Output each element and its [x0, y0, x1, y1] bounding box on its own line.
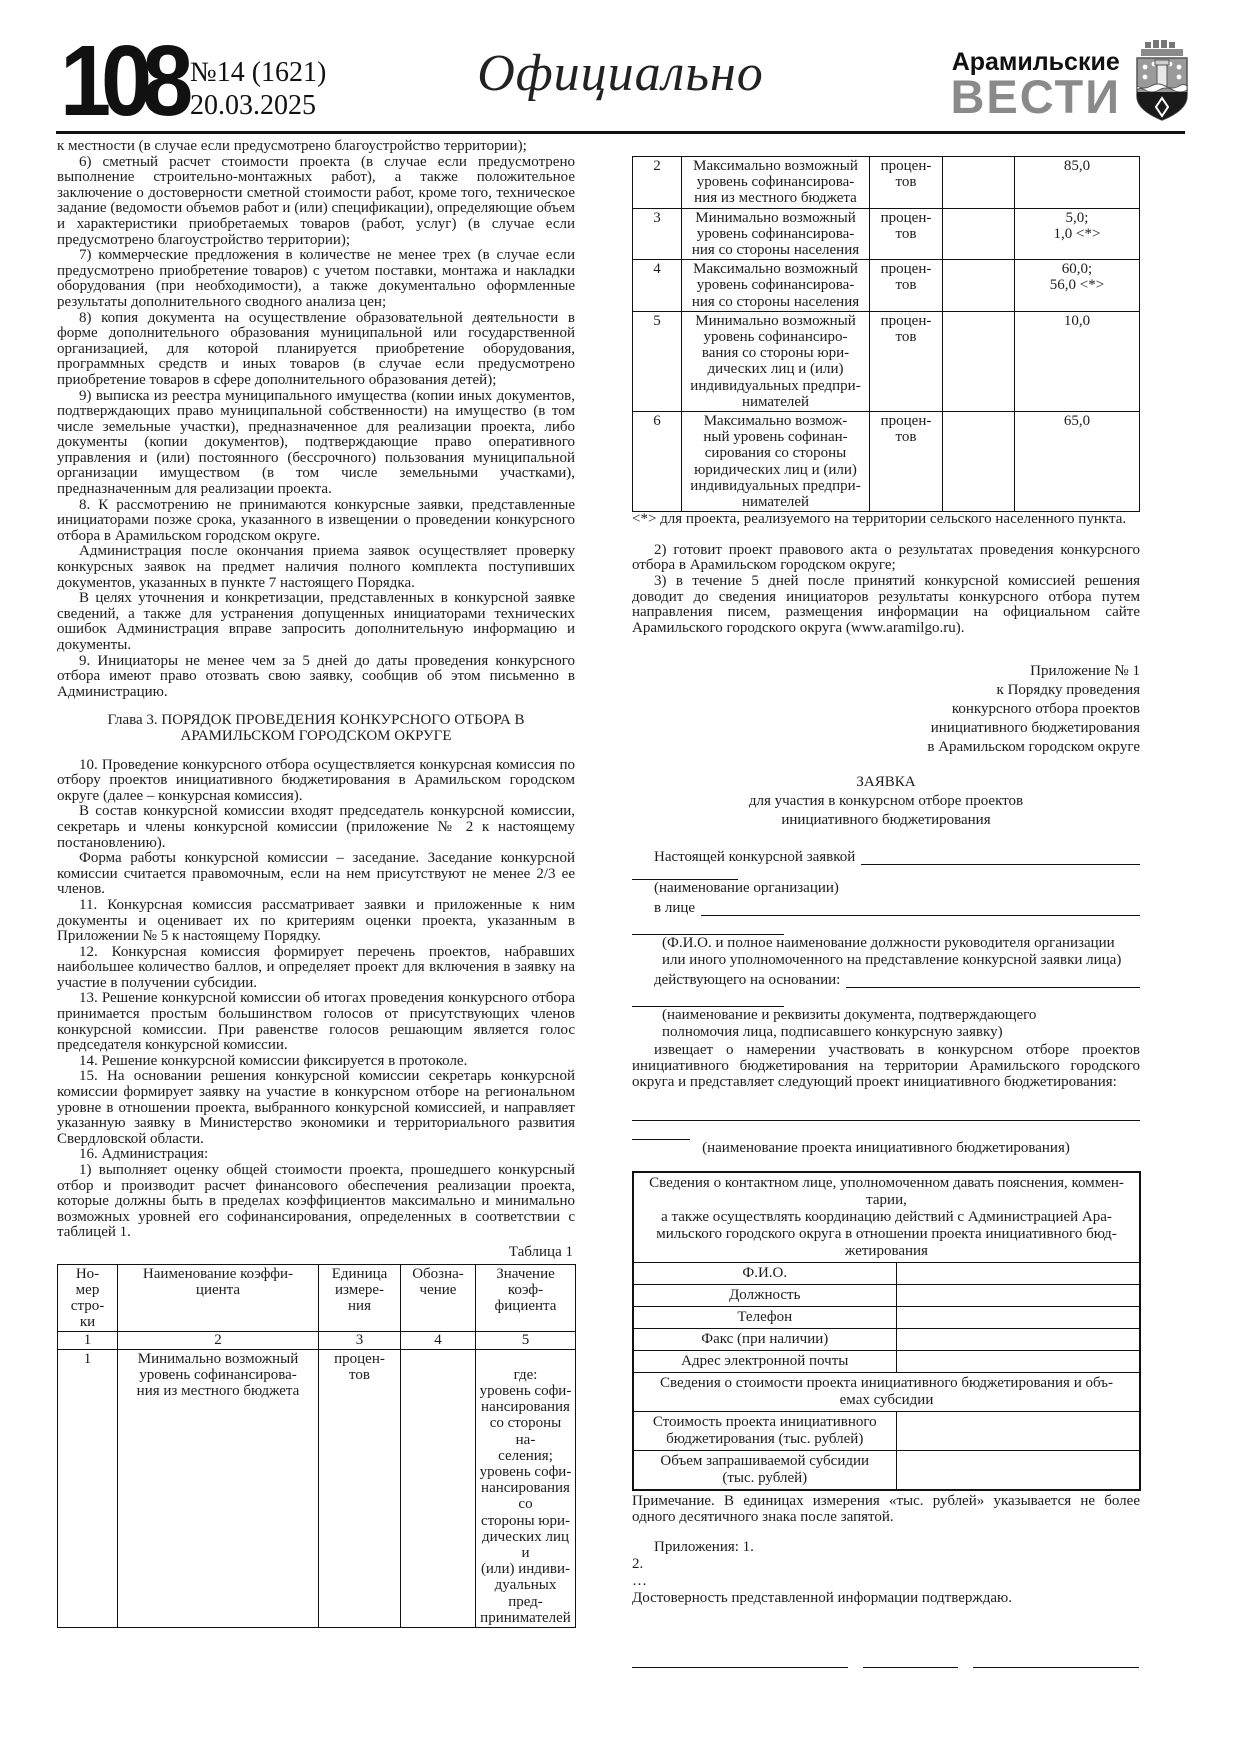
designation-cell: [943, 260, 1015, 312]
designation-cell: [943, 311, 1015, 411]
authority-caption: (наименование и реквизиты документа, подтверждающего полномочия лица, подписавшего конкурсную заявку): [662, 1007, 1037, 1041]
unit-cell: процен- тов: [870, 157, 943, 209]
table-row: [633, 1351, 1140, 1373]
signature-line: [973, 1653, 1139, 1668]
column-number: 3: [319, 1332, 401, 1349]
row-number-cell: 1: [58, 1349, 118, 1627]
table-row: [633, 1263, 1140, 1285]
row-number-cell: 4: [633, 260, 682, 312]
representative-field-label: в лице: [654, 899, 696, 916]
attachment-item: Приложения: 1.: [654, 1539, 754, 1556]
unit-cell: процен- тов: [870, 208, 943, 260]
coefficient-name-cell: Минимально возможный уровень софинансирова- ния из местного бюджета: [118, 1349, 319, 1627]
coat-of-arms-icon: [1131, 40, 1193, 122]
cost-section-title: Сведения о стоимости проекта инициативного бюджетирования и объ- емах субсидии: [633, 1373, 1140, 1412]
column-number: 2: [118, 1332, 319, 1349]
table-section-header: [633, 1172, 1140, 1263]
paragraph: 9) выписка из реестра муниципального имущества (копии иных документов, подтверждающих право муниципальной собственности) на имущество (в том числе земельные участки), предназначенное для реализации проекта, либо документы (копии документов), подтверждающие право оперативного управления и (или) постоянного (бессрочного) пользования муниципальной организации имуществом (в том числе земельными участками), предназначенным для реализации проекта.: [57, 387, 575, 498]
representative-caption: (Ф.И.О. и полное наименование должности руководителя организации или иного уполномоченного на представление конкурсной заявки лица): [662, 935, 1122, 969]
column-header: Но- мер стро- ки: [58, 1264, 118, 1332]
issue-number: №14 (1621): [190, 57, 327, 88]
table-section-header: [633, 1373, 1140, 1412]
coefficient-name-cell: Минимально возможный уровень софинансиро- вания со стороны юри- дических лиц и (или) индивидуальных предпри- нимателей: [682, 311, 870, 411]
unit-cell: процен- тов: [319, 1349, 401, 1627]
organization-caption: (наименование организации): [654, 880, 839, 897]
field-label: Объем запрашиваемой субсидии (тыс. рублей): [633, 1451, 896, 1491]
designation-cell: [943, 208, 1015, 260]
coefficient-name-cell: Максимально возможный уровень софинансирова- ния из местного бюджета: [682, 157, 870, 209]
paragraph: 1) выполняет оценку общей стоимости проекта, прошедшего конкурсный отбор и производит расчет финансового обеспечения реализации проекта, которые должны быть в пределах коэффициентов максимально и минимально возможных уровней его софинансирования, определенных в соответствии с таблицей 1.: [57, 1162, 575, 1241]
signature-line: [632, 1653, 848, 1668]
masthead-rule: [56, 131, 1185, 134]
column-number: 4: [401, 1332, 476, 1349]
applicant-field-blank-continued: [632, 865, 738, 880]
paragraph: 6) сметный расчет стоимости проекта (в случае если предусмотрено выполнение строительно-монтажных работ), а также положительное заключение о достоверности сметной стоимости работ, кроме того, техническое задание (ведомости объемов работ и (или) спецификации), определяющие объем и характеристики приобретаемых товаров (работ, услуг) (в случае если предусмотрено благоустройство территории);: [57, 153, 575, 248]
paragraph: 16. Администрация:: [79, 1146, 209, 1163]
project-name-blank: [632, 1106, 1140, 1121]
authority-field-blank-continued: [632, 992, 784, 1007]
paragraph: В состав конкурсной комиссии входят председатель конкурсной комиссии, секретарь и члены конкурсной комиссии (приложение № 2 к настоящему постановлению).: [57, 803, 575, 851]
unit-cell: процен- тов: [870, 412, 943, 512]
table-row: [633, 1285, 1140, 1307]
value-cell: 85,0: [1015, 157, 1140, 209]
field-label: Стоимость проекта инициативного бюджетирования (тыс. рублей): [633, 1412, 896, 1451]
issue-date: 20.03.2025: [190, 90, 316, 121]
column-header: Наименование коэффи- циента: [118, 1264, 319, 1332]
application-title: ЗАЯВКА для участия в конкурсном отборе проектов инициативного бюджетирования: [748, 774, 1024, 829]
left-column: [57, 139, 575, 1628]
applicant-field-label: Настоящей конкурсной заявкой: [654, 848, 856, 865]
field-value: [896, 1307, 1140, 1329]
table-row: [633, 1307, 1140, 1329]
representative-field-blank-continued: [632, 920, 784, 935]
field-value: [896, 1329, 1140, 1351]
masthead: [0, 0, 1241, 137]
column-number: 5: [476, 1332, 576, 1349]
page-number: 108: [60, 25, 184, 137]
value-cell: 5,0; 1,0 <*>: [1015, 208, 1140, 260]
brand-name-top: Арамильские: [951, 48, 1120, 76]
unit-cell: процен- тов: [870, 260, 943, 312]
coefficient-name-cell: Максимально возможный уровень софинансирова- ния со стороны населения: [682, 260, 870, 312]
attachments-list: [632, 1539, 1140, 1607]
paragraph: 15. На основании решения конкурсной комиссии секретарь конкурсной комиссии формирует заявку на участие в конкурсном отборе на региональном уровне в отношении проекта, выбранного конкурсной комиссией, и направляет указанную заявку в Министерство экономики и территориального развития Свердловской области.: [57, 1068, 575, 1147]
column-number: 1: [58, 1332, 118, 1349]
row-number-cell: 6: [633, 412, 682, 512]
table-row: [633, 1329, 1140, 1351]
authority-field-label: действующего на основании:: [654, 971, 841, 988]
attachment-item: …: [632, 1573, 647, 1590]
project-name-caption: (наименование проекта инициативного бюджетирования): [702, 1140, 1070, 1157]
paragraph: 14. Решение конкурсной комиссии фиксируется в протоколе.: [79, 1052, 468, 1069]
field-value: [896, 1451, 1140, 1491]
field-value: [896, 1285, 1140, 1307]
section-title: Официально: [477, 45, 764, 102]
column-header: Значение коэф- фициента: [476, 1264, 576, 1332]
paragraph: 12. Конкурсная комиссия формирует перечень проектов, набравших наибольшее количество баллов, и определяет проект для включения в заявку на участие в получении субсидии.: [57, 943, 575, 991]
paragraph: к местности (в случае если предусмотрено благоустройство территории);: [57, 138, 527, 154]
table-header-row: [58, 1264, 576, 1332]
field-value: [896, 1351, 1140, 1373]
value-cell: где: уровень софи- нансирования со стороны на- селения; уровень софи- нансирования со стороны юри- дических лиц и (или) индиви- дуальных пред- принимателей: [476, 1349, 576, 1627]
paragraph: Администрация после окончания приема заявок осуществляет проверку конкурсных заявок на предмет наличия полного комплекта поступивших документов, указанных в пункте 7 настоящего Порядка.: [57, 543, 575, 591]
column-header: Единица измере- ния: [319, 1264, 401, 1332]
paragraph: 3) в течение 5 дней после принятий конкурсной комиссией решения доводит до сведения инициаторов результаты конкурсного отбора путем направления писем, размещения информации на официальном сайте Арамильского городского округа (www.aramilgo.ru).: [632, 573, 1140, 636]
paragraph: 10. Проведение конкурсного отбора осуществляется конкурсная комиссия по отбору проектов инициативного бюджетирования в Арамильском городском округе (далее – конкурсная комиссия).: [57, 756, 575, 804]
paragraph: 8. К рассмотрению не принимаются конкурсные заявки, представленные инициаторами позже срока, указанного в извещении о проведении конкурсного отбора в Арамильском городском округе.: [57, 496, 575, 544]
coefficients-table: [57, 1264, 576, 1628]
paragraph: 2) готовит проект правового акта о результатах проведения конкурсного отбора в Арамильском городском округе;: [632, 541, 1140, 574]
contact-info-table: [632, 1171, 1141, 1491]
field-label: Адрес электронной почты: [633, 1351, 896, 1373]
paragraph: 8) копия документа на осуществление образовательной деятельности в форме дополнительного образования муниципальной или государственной организацией, для которой планируется приобретение оборудования, программных средств и иных товаров (в случае если предусмотрено приобретение товаров в сфере дополнительного образования детей);: [57, 309, 575, 388]
attachment-item: 2.: [632, 1556, 644, 1573]
field-value: [896, 1412, 1140, 1451]
paragraph: 13. Решение конкурсной комиссии об итогах проведения конкурсного отбора принимается простым большинством голосов от присутствующих членов конкурсной комиссии. При равенстве голосов решающим является голос председателя конкурсной комиссии.: [57, 990, 575, 1054]
table-row: [633, 208, 1140, 260]
designation-cell: [401, 1349, 476, 1627]
representative-field: [632, 900, 1140, 916]
row-number-cell: 2: [633, 157, 682, 209]
value-cell: 65,0: [1015, 412, 1140, 512]
annex-reference: Приложение № 1 к Порядку проведения конкурсного отбора проектов инициативного бюджетирования в Арамильском городском округе: [927, 663, 1140, 756]
representative-field-blank: [701, 900, 1140, 916]
field-label: Факс (при наличии): [633, 1329, 896, 1351]
unit-cell: процен- тов: [870, 311, 943, 411]
paragraph: 7) коммерческие предложения в количестве не менее трех (в случае если предусмотрено приобретение товаров) с учетом поставки, монтажа и накладки оборудования (при необходимости), а также документально оформленные результаты дополнительного сводного анализа цен;: [57, 247, 575, 310]
column-header: Обозна- чение: [401, 1264, 476, 1332]
signature-area: [632, 1653, 1140, 1668]
notice-paragraph: извещает о намерении участвовать в конкурсном отборе проектов инициативного бюджетирования на территории Арамильского городского округа и представляет следующий проект инициативного бюджетирования:: [632, 1042, 1140, 1090]
applicant-field: [632, 849, 1140, 865]
row-number-cell: 3: [633, 208, 682, 260]
note-paragraph: Примечание. В единицах измерения «тыс. рублей» указывается не более одного десятичного знака после запятой.: [632, 1493, 1140, 1525]
coefficient-name-cell: Максимально возмож- ный уровень софинан- сирования со стороны юридических лиц и (или) индивидуальных предпри- нимателей: [682, 412, 870, 512]
coefficient-name-cell: Минимально возможный уровень софинансирова- ния со стороны населения: [682, 208, 870, 260]
table-row: [58, 1349, 576, 1627]
authority-field-blank: [846, 972, 1140, 988]
confirmation-statement: Достоверность представленной информации подтверждаю.: [632, 1590, 1012, 1607]
field-label: Ф.И.О.: [633, 1263, 896, 1285]
chapter-heading: Глава 3. ПОРЯДОК ПРОВЕДЕНИЯ КОНКУРСНОГО ОТБОРА В АРАМИЛЬСКОМ ГОРОДСКОМ ОКРУГЕ: [107, 712, 525, 744]
value-cell: 60,0; 56,0 <*>: [1015, 260, 1140, 312]
field-label: Должность: [633, 1285, 896, 1307]
paragraph: В целях уточнения и конкретизации, представленных в конкурсной заявке сведений, а также для устранения допущенных инициаторами технических ошибок Администрация вправе запросить дополнительную информацию и документы.: [57, 590, 575, 653]
table-row: [633, 1451, 1140, 1491]
designation-cell: [943, 157, 1015, 209]
paragraph: 11. Конкурсная комиссия рассматривает заявки и приложенные к ним документы и оценивает их по критериям оценки проекта, указанным в Приложении № 5 к настоящему Порядку.: [57, 896, 575, 945]
paragraph: 9. Инициаторы не менее чем за 5 дней до даты проведения конкурсного отбора имеют право отозвать свою заявку, сообщив об этом письменно в Администрацию.: [57, 652, 575, 700]
brand-name-bottom: ВЕСТИ: [950, 70, 1121, 123]
table-row: [633, 260, 1140, 312]
column-numbering-row: [58, 1332, 576, 1349]
table-row: [633, 157, 1140, 209]
table-row: [633, 412, 1140, 512]
table-footnote: <*> для проекта, реализуемого на территории сельского населенного пункта.: [632, 511, 1127, 528]
field-label: Телефон: [633, 1307, 896, 1329]
table-caption: Таблица 1: [508, 1243, 573, 1260]
field-value: [896, 1263, 1140, 1285]
authority-field: [632, 972, 1140, 988]
applicant-field-blank: [861, 849, 1140, 865]
signature-line: [863, 1653, 958, 1668]
newspaper-logo: [950, 48, 1121, 123]
table-row: [633, 311, 1140, 411]
contact-section-title: Сведения о контактном лице, уполномоченном давать пояснения, коммен- тарии, а также осуществлять координацию действий с Администрацией Ара- мильского городского округа в отношении проекта инициативного бюд- жетирования: [633, 1172, 1140, 1263]
table-row: [633, 1412, 1140, 1451]
value-cell: 10,0: [1015, 311, 1140, 411]
designation-cell: [943, 412, 1015, 512]
coefficients-table-continued: [632, 156, 1140, 512]
row-number-cell: 5: [633, 311, 682, 411]
right-column: [632, 139, 1140, 1668]
project-name-blank-continued: [632, 1125, 690, 1140]
paragraph: Форма работы конкурсной комиссии – заседание. Заседание конкурсной комиссии считается правомочным, если на нем присутствуют не менее 2/3 ее членов.: [57, 850, 575, 898]
